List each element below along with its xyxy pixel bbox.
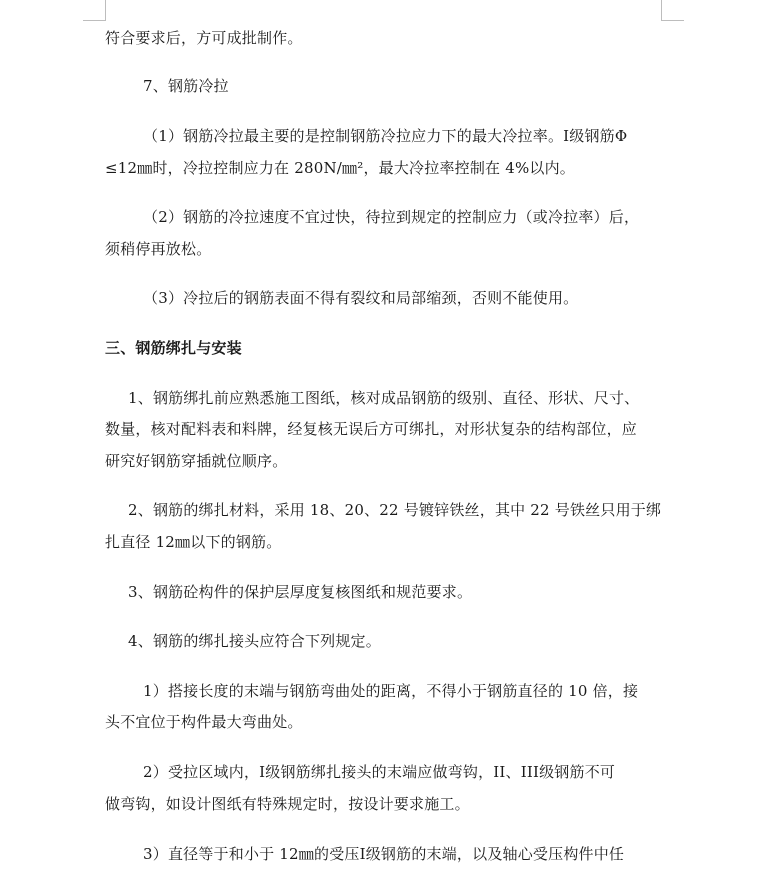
text-line: 2、钢筋的绑扎材料，采用 18、20、22 号镀锌铁丝，其中 22 号铁丝只用于绑 [128,501,662,519]
page-corner-mark-left [83,0,106,21]
text-line: 符合要求后，方可成批制作。 [105,29,303,47]
text-line: 研究好钢筋穿插就位顺序。 [105,452,288,470]
section-heading: 7、钢筋冷拉 [143,77,229,95]
text-line: 头不宜位于构件最大弯曲处。 [105,713,303,731]
text-line: 扎直径 12㎜以下的钢筋。 [105,533,282,551]
text-line: 3、钢筋砼构件的保护层厚度复核图纸和规范要求。 [128,583,473,601]
text-line: 做弯钩，如设计图纸有特殊规定时，按设计要求施工。 [105,795,470,813]
text-line: 数量，核对配料表和料牌，经复核无误后方可绑扎，对形状复杂的结构部位，应 [105,420,638,438]
text-line: 1）搭接长度的末端与钢筋弯曲处的距离，不得小于钢筋直径的 10 倍，接 [143,682,639,700]
text-line: 4、钢筋的绑扎接头应符合下列规定。 [128,632,381,650]
text-line: （3）冷拉后的钢筋表面不得有裂纹和局部缩颈，否则不能使用。 [143,289,579,307]
text-line: （1）钢筋冷拉最主要的是控制钢筋冷拉应力下的最大冷拉率。I级钢筋Φ [143,127,628,145]
text-line: 2）受拉区域内，I级钢筋绑扎接头的末端应做弯钩，II、III级钢筋不可 [143,763,616,781]
text-line: （2）钢筋的冷拉速度不宜过快，待拉到规定的控制应力（或冷拉率）后， [143,208,640,226]
chapter-heading: 三、钢筋绑扎与安装 [105,339,242,357]
text-line: 3）直径等于和小于 12㎜的受压I级钢筋的末端，以及轴心受压构件中任 [143,845,625,863]
text-line: 1、钢筋绑扎前应熟悉施工图纸，核对成品钢筋的级别、直径、形状、尺寸、 [128,389,640,407]
text-line: 须稍停再放松。 [105,240,212,258]
text-line: ≤12㎜时，冷拉控制应力在 280N/㎜²，最大冷拉率控制在 4%以内。 [105,159,576,177]
page-corner-mark-right [661,0,684,21]
